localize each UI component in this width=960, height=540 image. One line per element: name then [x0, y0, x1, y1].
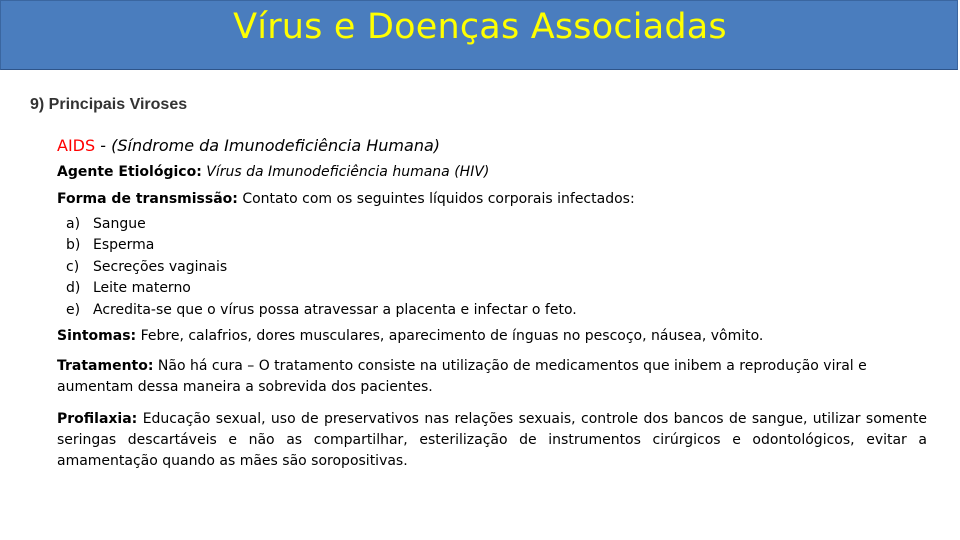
slide-title: Vírus e Doenças Associadas [233, 7, 727, 47]
symptoms-line [57, 328, 763, 344]
treatment-label: Tratamento: [57, 358, 154, 374]
treatment-value: Não há cura – O tratamento consiste na utilização de medicamentos que inibem a reprodução viral e aumentam dessa maneira a sobrevida dos pacientes. [57, 358, 867, 395]
list-item [66, 235, 577, 256]
list-text: Sangue [93, 216, 146, 232]
aids-description: (Síndrome da Imunodeficiência Humana) [111, 136, 440, 155]
symptoms-label: Sintomas: [57, 328, 137, 344]
transmission-value: Contato com os seguintes líquidos corporais infectados: [242, 191, 635, 207]
list-marker: c) [66, 258, 80, 275]
list-item [66, 300, 577, 321]
prophylaxis-label: Profilaxia: [57, 411, 138, 427]
section-title: 9) Principais Viroses [30, 96, 188, 113]
agent-value: Vírus da Imunodeficiência humana (HIV) [206, 164, 490, 180]
list-marker: b) [66, 237, 81, 254]
list-marker: e) [66, 301, 81, 318]
list-text: Secreções vaginais [93, 258, 228, 275]
aids-heading [57, 136, 440, 155]
transmission-line [57, 191, 635, 207]
treatment-paragraph [57, 356, 927, 398]
aids-term: AIDS [57, 136, 96, 155]
transmission-list [66, 214, 577, 321]
title-bar [0, 0, 958, 70]
list-text: Leite materno [93, 280, 191, 297]
prophylaxis-paragraph [57, 409, 927, 472]
list-marker: a) [66, 216, 81, 232]
list-item [66, 214, 577, 235]
transmission-label: Forma de transmissão: [57, 191, 238, 207]
agent-line [57, 164, 489, 180]
list-marker: d) [66, 280, 81, 297]
aids-separator: - [100, 136, 107, 155]
list-text: Esperma [93, 237, 155, 254]
prophylaxis-value: Educação sexual, uso de preservativos nas relações sexuais, controle dos bancos de sangue, utilizar somente seringas descartáveis e não as compartilhar, esterilização de instrumentos cirúrgicos e odontológicos, evitar a amamentação quando as mães são soropositivas. [57, 411, 927, 469]
symptoms-value: Febre, calafrios, dores musculares, aparecimento de ínguas no pescoço, náusea, vômito. [140, 328, 764, 344]
list-item [66, 278, 577, 299]
agent-label: Agente Etiológico: [57, 164, 202, 180]
list-text: Acredita-se que o vírus possa atravessar a placenta e infectar o feto. [93, 301, 577, 318]
list-item [66, 257, 577, 278]
